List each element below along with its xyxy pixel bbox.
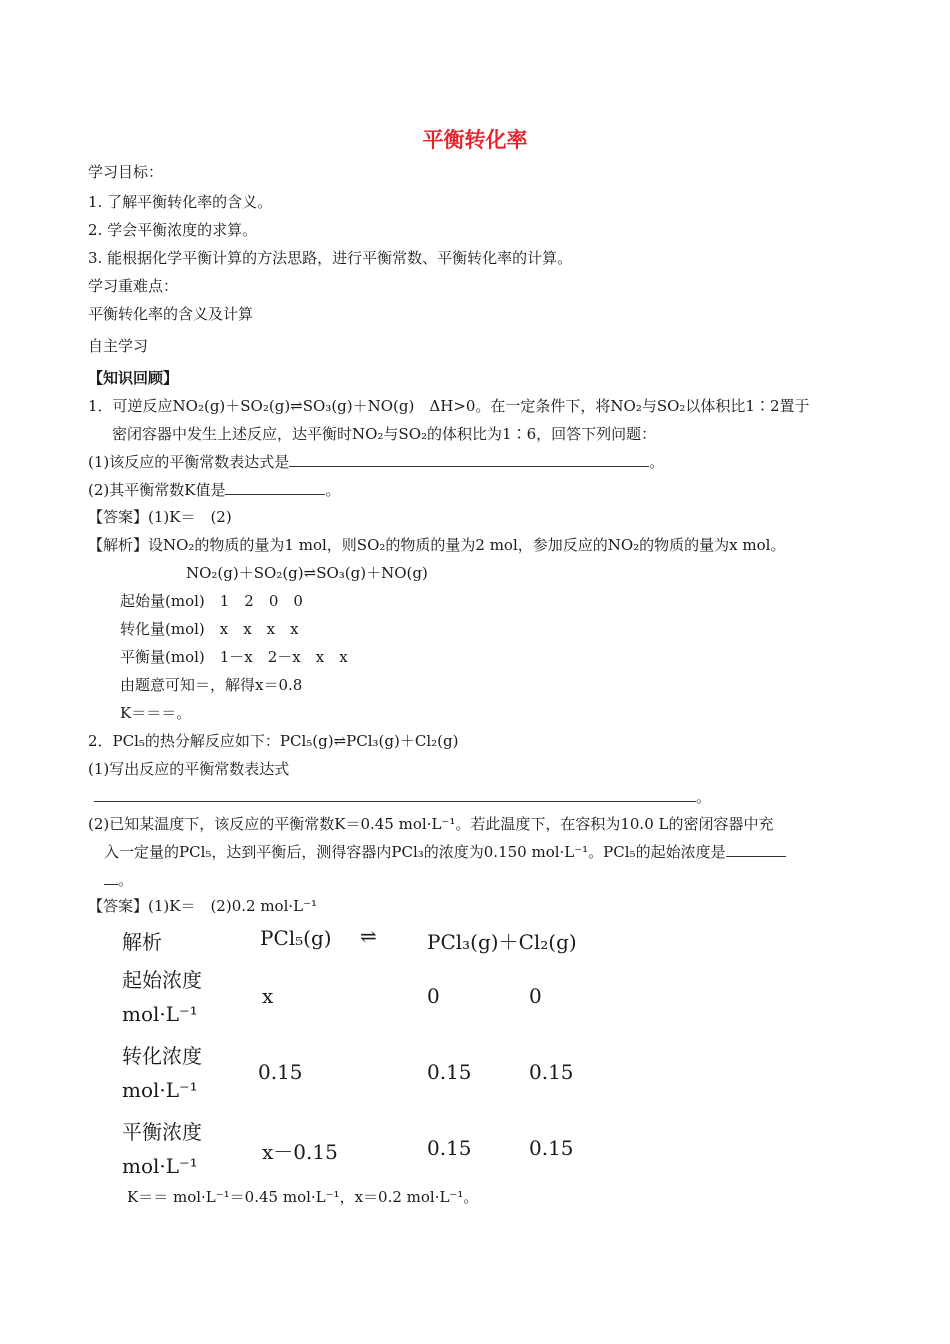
row-name: 转化浓度 bbox=[122, 1044, 202, 1068]
goal-item: 3. 能根据化学平衡计算的方法思路，进行平衡常数、平衡转化率的计算。 bbox=[88, 249, 573, 267]
row-value-a: x－0.15 bbox=[262, 1140, 338, 1164]
row-value-c: 0.15 bbox=[529, 1136, 574, 1160]
row-value-b: 0.15 bbox=[427, 1136, 472, 1160]
q2-answer: 【答案】(1)K＝ (2)0.2 mol·L⁻¹ bbox=[88, 897, 318, 915]
row-name: 起始浓度 bbox=[122, 968, 202, 992]
q1-row-start: 起始量(mol) 1 2 0 0 bbox=[120, 592, 303, 610]
answer-blank[interactable] bbox=[726, 842, 786, 857]
q1-row-eq: 平衡量(mol) 1－x 2－x x x bbox=[120, 648, 348, 666]
q1-k: K＝＝＝。 bbox=[120, 704, 192, 722]
q2-sub1-blank-line: 。 bbox=[94, 787, 711, 807]
row-value-a: x bbox=[262, 984, 274, 1008]
self-study-heading: 自主学习 bbox=[88, 337, 149, 355]
q2-sub2-line2 bbox=[104, 842, 786, 862]
answer-blank[interactable] bbox=[104, 870, 118, 885]
page-title: 平衡转化率 bbox=[422, 128, 528, 152]
review-heading: 【知识回顾】 bbox=[88, 369, 179, 387]
q1-sub2: (2)其平衡常数K值是 。 bbox=[88, 481, 341, 499]
q1-analysis: 【解析】设NO₂的物质的量为1 mol，则SO₂的物质的量为2 mol，参加反应的NO₂的物质的量为x mol。 bbox=[88, 536, 786, 554]
answer-blank[interactable] bbox=[225, 480, 325, 495]
row-unit: mol·L⁻¹ bbox=[122, 1002, 198, 1026]
goal-item: 2. 学会平衡浓度的求算。 bbox=[88, 221, 258, 239]
q2-sub2-text: 入一定量的PCl₅，达到平衡后，测得容器内PCl₃的浓度为0.150 mol·L⁻¹。PCl₅的起始浓度是 bbox=[104, 843, 726, 861]
equilibrium-arrow-icon: ⇌ bbox=[360, 924, 377, 948]
row-unit: mol·L⁻¹ bbox=[122, 1154, 198, 1178]
row-value-b: 0.15 bbox=[427, 1060, 472, 1084]
row-value-c: 0 bbox=[529, 984, 542, 1008]
table-label: 解析 bbox=[122, 930, 162, 954]
row-value-a: 0.15 bbox=[258, 1060, 303, 1084]
q1-row-change: 转化量(mol) x x x x bbox=[120, 620, 299, 638]
q1-line1: 1．可逆反应NO₂(g)＋SO₂(g)⇌SO₃(g)＋NO(g) ΔH>0。在一定条件下，将NO₂与SO₂以体积比1∶2置于 bbox=[88, 397, 810, 415]
table-reactant: PCl₅(g) bbox=[260, 926, 332, 950]
table-products: PCl₃(g)＋Cl₂(g) bbox=[427, 930, 577, 954]
q1-answer: 【答案】(1)K＝ (2) bbox=[88, 508, 232, 526]
q1-sub1-text: (1)该反应的平衡常数表达式是 bbox=[88, 453, 290, 471]
answer-blank[interactable] bbox=[94, 787, 696, 802]
q1-sub1: (1)该反应的平衡常数表达式是 。 bbox=[88, 453, 665, 471]
row-value-b: 0 bbox=[427, 984, 440, 1008]
q1-line2: 密闭容器中发生上述反应，达平衡时NO₂与SO₂的体积比为1∶6，回答下列问题： bbox=[112, 425, 657, 443]
q2-line1: 2．PCl₅的热分解反应如下：PCl₅(g)⇌PCl₃(g)＋Cl₂(g) bbox=[88, 732, 459, 750]
goal-item: 1. 了解平衡转化率的含义。 bbox=[88, 193, 273, 211]
answer-blank[interactable] bbox=[289, 452, 649, 467]
q1-sub2-text: (2)其平衡常数K值是 bbox=[88, 481, 226, 499]
row-name: 平衡浓度 bbox=[122, 1120, 202, 1144]
q2-sub1: (1)写出反应的平衡常数表达式 bbox=[88, 760, 290, 778]
q2-sub2-cont: 。 bbox=[104, 870, 133, 890]
row-unit: mol·L⁻¹ bbox=[122, 1078, 198, 1102]
q2-sub2-line1: (2)已知某温度下，该反应的平衡常数K＝0.45 mol·L⁻¹。若此温度下，在容积为10.0 L的密闭容器中充 bbox=[88, 815, 774, 833]
goals-heading: 学习目标： bbox=[88, 163, 164, 181]
q1-solve: 由题意可知＝，解得x＝0.8 bbox=[120, 676, 303, 694]
key-heading: 学习重难点： bbox=[88, 277, 179, 295]
key-text: 平衡转化率的含义及计算 bbox=[88, 305, 254, 323]
q2-final: K＝＝ mol·L⁻¹＝0.45 mol·L⁻¹，x＝0.2 mol·L⁻¹。 bbox=[127, 1188, 479, 1206]
row-value-c: 0.15 bbox=[529, 1060, 574, 1084]
q1-equation: NO₂(g)＋SO₂(g)⇌SO₃(g)＋NO(g) bbox=[186, 564, 428, 582]
